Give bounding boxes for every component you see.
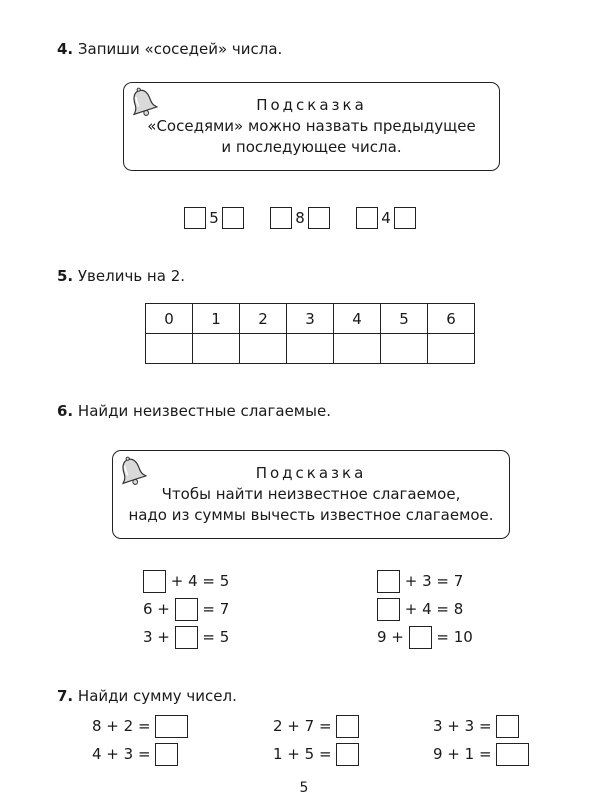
sum-expression (433, 742, 529, 766)
answer-cell[interactable] (334, 334, 381, 364)
task-7-text: Найди сумму чисел. (73, 687, 237, 705)
answer-box[interactable] (270, 207, 292, 229)
equation (143, 569, 229, 593)
task-4-number: 4. (57, 40, 74, 58)
table-answer-row (146, 334, 475, 364)
task-5-title (57, 267, 185, 285)
answer-cell[interactable] (381, 334, 428, 364)
sum-expression (92, 714, 188, 738)
equation (377, 625, 473, 649)
answer-cell[interactable] (146, 334, 193, 364)
answer-box[interactable] (496, 715, 519, 738)
hint-box-2 (112, 450, 510, 539)
table-cell: 5 (381, 304, 428, 334)
hint-2-line-2: надо из суммы вычесть известное слагаемое. (128, 506, 494, 524)
answer-box[interactable] (175, 598, 198, 621)
hint-2-line-1: Чтобы найти неизвестное слагаемое, (161, 485, 461, 503)
answer-box[interactable] (175, 626, 198, 649)
answer-box[interactable] (336, 715, 359, 738)
sum-expression (92, 742, 178, 766)
equation-part: + 4 = 8 (400, 600, 464, 618)
expression-text: 9 + 1 = (433, 745, 497, 763)
equation-part: + 3 = 7 (400, 572, 464, 590)
task-7-title (57, 687, 237, 705)
expression-text: 8 + 2 = (92, 717, 156, 735)
task-5-number: 5. (57, 267, 74, 285)
answer-box[interactable] (496, 743, 529, 766)
task-6-title (57, 402, 331, 420)
answer-box[interactable] (155, 715, 188, 738)
hint-1-title: Подсказка (256, 96, 367, 114)
bell-icon (117, 455, 147, 489)
answer-box[interactable] (394, 207, 416, 229)
answer-cell[interactable] (428, 334, 475, 364)
table-cell: 0 (146, 304, 193, 334)
answer-box[interactable] (184, 207, 206, 229)
expression-text: 4 + 3 = (92, 745, 156, 763)
equation (143, 625, 229, 649)
neighbor-number: 4 (381, 209, 391, 227)
equation (377, 569, 463, 593)
neighbor-number: 5 (209, 209, 219, 227)
expression-text: 3 + 3 = (433, 717, 497, 735)
equation-part: = 10 (431, 628, 473, 646)
answer-box[interactable] (143, 570, 166, 593)
equation-part: 6 + (143, 600, 175, 618)
page-number: 5 (299, 780, 309, 796)
task-7-number: 7. (57, 687, 74, 705)
sum-expression (433, 714, 519, 738)
answer-box[interactable] (155, 743, 178, 766)
task-5-text: Увеличь на 2. (73, 267, 186, 285)
hint-box-1 (123, 82, 500, 171)
answer-box[interactable] (377, 570, 400, 593)
table-cell: 3 (287, 304, 334, 334)
sum-expression (273, 742, 359, 766)
equation (377, 597, 463, 621)
neighbors-row (184, 207, 416, 229)
answer-cell[interactable] (240, 334, 287, 364)
answer-box[interactable] (356, 207, 378, 229)
task-4-title (57, 40, 282, 58)
equation-part: + 4 = 5 (166, 572, 230, 590)
equation-part: = 7 (197, 600, 230, 618)
table-cell: 2 (240, 304, 287, 334)
table-cell: 6 (428, 304, 475, 334)
neighbor-group (356, 207, 416, 229)
task-6-number: 6. (57, 402, 74, 420)
increase-table (145, 303, 475, 364)
neighbor-group (184, 207, 244, 229)
answer-box[interactable] (409, 626, 432, 649)
task-4-text: Запиши «соседей» числа. (73, 40, 283, 58)
neighbor-number: 8 (295, 209, 305, 227)
table-cell: 1 (193, 304, 240, 334)
answer-box[interactable] (222, 207, 244, 229)
answer-box[interactable] (377, 598, 400, 621)
table-cell: 4 (334, 304, 381, 334)
hint-2-title: Подсказка (255, 464, 367, 482)
table-header-row (146, 304, 475, 334)
neighbor-group (270, 207, 330, 229)
equation-part: 3 + (143, 628, 175, 646)
hint-1-line-1: «Соседями» можно назвать предыдущее (147, 117, 476, 135)
equation-part: = 5 (197, 628, 230, 646)
sum-expression (273, 714, 359, 738)
expression-text: 1 + 5 = (273, 745, 337, 763)
answer-cell[interactable] (287, 334, 334, 364)
answer-box[interactable] (336, 743, 359, 766)
answer-box[interactable] (308, 207, 330, 229)
expression-text: 2 + 7 = (273, 717, 337, 735)
hint-1-line-2: и последующее числа. (221, 138, 402, 156)
task-6-text: Найди неизвестные слагаемые. (73, 402, 331, 420)
answer-cell[interactable] (193, 334, 240, 364)
equation-part: 9 + (377, 628, 409, 646)
bell-icon (128, 86, 158, 120)
equation (143, 597, 229, 621)
